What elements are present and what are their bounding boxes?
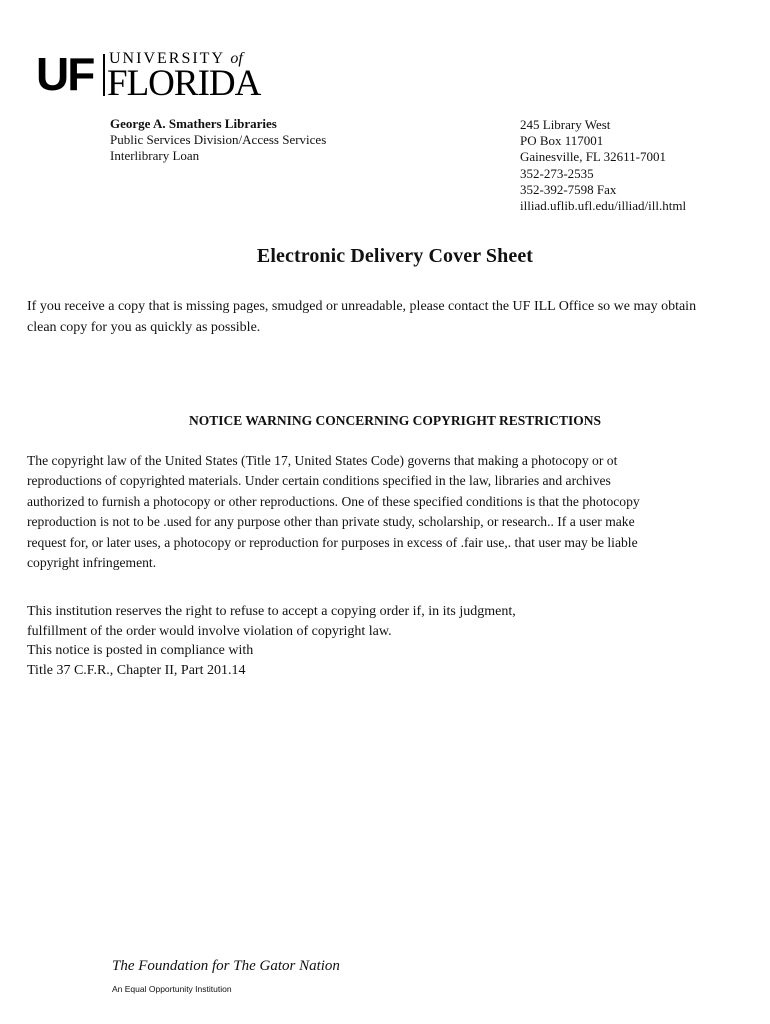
notice-line: request for, or later uses, a photocopy or reproduction for purposes in excess of .fair use,. that user may be liable: [27, 534, 638, 550]
logo-uf: UF: [36, 48, 94, 100]
intro-line: If you receive a copy that is missing pages, smudged or unreadable, please contact the UF ILL Office so we may obtain: [27, 299, 697, 314]
footer-tagline: The Foundation for The Gator Nation: [112, 958, 340, 974]
intro-paragraph: [27, 296, 767, 338]
copyright-notice-body: [27, 451, 770, 573]
notice-line: authorized to furnish a photocopy or other reproductions. One of these specified conditions is that the photocopy: [27, 493, 640, 509]
reserve-line: This notice is posted in compliance with: [27, 643, 254, 659]
contact-city: Gainesville, FL 32611-7001: [520, 149, 666, 165]
library-address-block: [110, 116, 326, 164]
uf-logo: [36, 46, 276, 104]
contact-po-box: PO Box 117001: [520, 133, 604, 149]
intro-line: clean copy for you as quickly as possible.: [27, 320, 261, 335]
reserve-rights-paragraph: [27, 602, 516, 681]
library-name: George A. Smathers Libraries: [110, 116, 277, 131]
footer-equal-opportunity: An Equal Opportunity Institution: [112, 984, 232, 994]
notice-line: The copyright law of the United States (Title 17, United States Code) governs that making a photocopy or ot: [27, 453, 618, 468]
logo-of: of: [230, 50, 243, 67]
contact-phone: 352-273-2535: [520, 165, 594, 181]
reserve-line: This institution reserves the right to refuse to accept a copying order if, in its judgment,: [27, 604, 516, 619]
page-title: Electronic Delivery Cover Sheet: [256, 245, 534, 267]
copyright-notice-heading: NOTICE WARNING CONCERNING COPYRIGHT RESTRICTIONS: [188, 413, 602, 428]
library-department: Interlibrary Loan: [110, 148, 200, 163]
contact-url: illiad.uflib.ufl.edu/illiad/ill.html: [520, 198, 687, 214]
reserve-line: fulfillment of the order would involve violation of copyright law.: [27, 623, 392, 639]
logo-university-word: UNIVERSITY: [109, 50, 225, 67]
reserve-line: Title 37 C.F.R., Chapter II, Part 201.14: [27, 663, 246, 679]
library-division: Public Services Division/Access Services: [110, 132, 327, 147]
contact-street: 245 Library West: [520, 117, 611, 132]
notice-line: copyright infringement.: [27, 555, 157, 571]
logo-divider: [103, 54, 105, 96]
contact-block: [520, 117, 686, 214]
contact-fax: 352-392-7598 Fax: [520, 181, 617, 197]
logo-florida: FLORIDA: [107, 63, 261, 104]
notice-line: reproduction is not to be .used for any purpose other than private study, scholarship, or research.. If a user make: [27, 514, 635, 530]
notice-line: reproductions of copyrighted materials. Under certain conditions specified in the law, libraries and archives: [27, 473, 611, 489]
